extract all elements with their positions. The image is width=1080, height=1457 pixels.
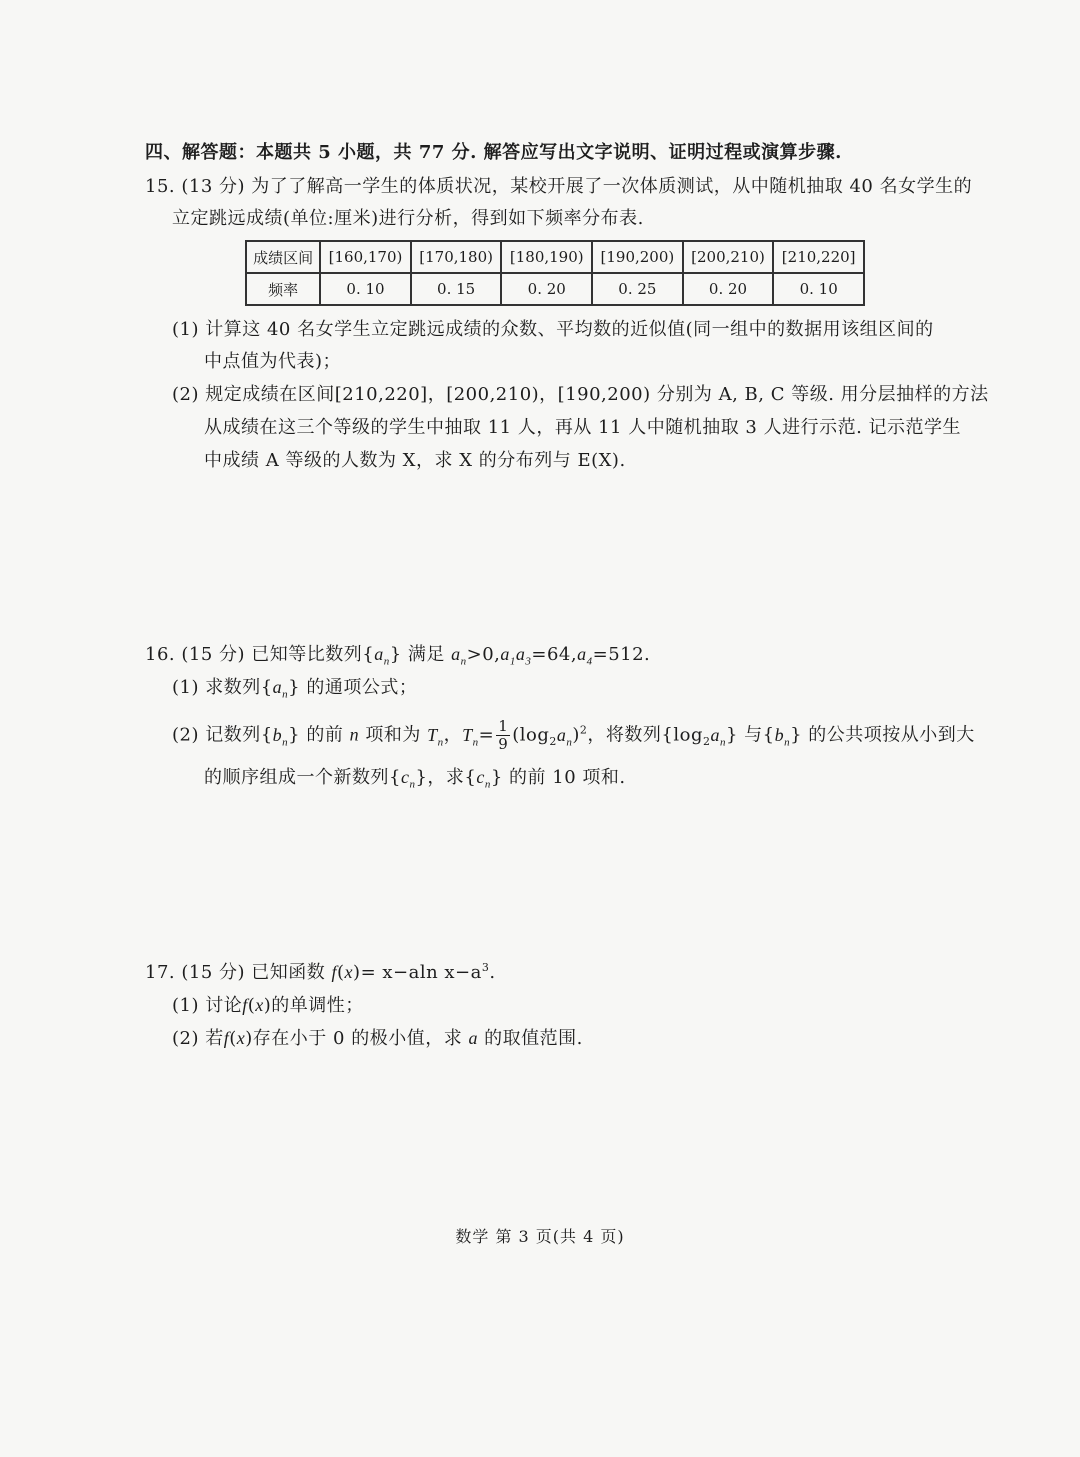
q16-part2-line2: 的顺序组成一个新数列$\{c_n\}$，求$\{c_n\}$ 的前 10 项和.	[204, 767, 626, 791]
table-cell: [190,200)	[592, 241, 683, 273]
table-cell: [170,180)	[411, 241, 502, 273]
q16-intro: 16. (15 分) 已知等比数列$\{a_n\}$ 满足 $a_n>0,a_1a_3=64,a_4=512$.	[145, 644, 651, 668]
q15-part1-line1: (1) 计算这 40 名女学生立定跳远成绩的众数、平均数的近似值(同一组中的数据用该组区间的	[172, 319, 934, 340]
table-row-frequencies	[246, 273, 864, 305]
table-cell: [210,220]	[773, 241, 864, 273]
table-row-intervals	[246, 241, 864, 273]
q15-line2: 立定跳远成绩(单位:厘米)进行分析，得到如下频率分布表.	[172, 208, 644, 229]
table-cell: 0. 20	[501, 273, 592, 305]
frequency-table	[245, 240, 865, 306]
q17-part2: (2) 若f(x)存在小于 0 的极小值，求 a 的取值范围.	[172, 1028, 583, 1049]
q16-part1: (1) 求数列$\{a_n\}$ 的通项公式；	[172, 677, 418, 701]
table-header-interval: 成绩区间	[246, 241, 320, 273]
q17-part1: (1) 讨论f(x)的单调性；	[172, 995, 364, 1016]
table-cell: [160,170)	[320, 241, 411, 273]
q16-part2-line1: (2) 记数列$\{b_n\}$ 的前 n 项和为 $T_n$，$T_n=$ $\frac{1}{9}$ $(\log_2a_n)^2$，将数列$\{\log_2a_n\}$ 与$\{b_n\}$ 的公共项按从小到大	[172, 717, 975, 753]
table-cell: 0. 10	[773, 273, 864, 305]
table-cell: 0. 25	[592, 273, 683, 305]
q15-part2-line1: (2) 规定成绩在区间[210,220]，[200,210)，[190,200) 分别为 A, B, C 等级. 用分层抽样的方法	[172, 384, 989, 405]
section-title: 四、解答题：本题共 5 小题，共 77 分. 解答应写出文字说明、证明过程或演算步骤.	[145, 142, 842, 163]
q15-line1: 15. (13 分) 为了了解高一学生的体质状况，某校开展了一次体质测试，从中随机抽取 40 名女学生的	[145, 176, 973, 197]
page-footer: 数学 第 3 页(共 4 页)	[455, 1227, 625, 1246]
q15-part1-line2: 中点值为代表)；	[204, 351, 342, 372]
table-cell: 0. 15	[411, 273, 502, 305]
fraction-one-ninth: $\frac{1}{9}$	[498, 717, 509, 753]
q15-part2-line2: 从成绩在这三个等级的学生中抽取 11 人，再从 11 人中随机抽取 3 人进行示范. 记示范学生	[204, 417, 962, 438]
table-cell: [200,210)	[683, 241, 774, 273]
table-header-frequency: 频率	[246, 273, 320, 305]
table-cell: 0. 10	[320, 273, 411, 305]
table-cell: [180,190)	[501, 241, 592, 273]
q17-intro: 17. (15 分) 已知函数 f(x)= x−aln $x-a^3$.	[145, 961, 496, 983]
q15-part2-line3: 中成绩 A 等级的人数为 X，求 X 的分布列与 E(X).	[204, 450, 626, 471]
table-cell: 0. 20	[683, 273, 774, 305]
